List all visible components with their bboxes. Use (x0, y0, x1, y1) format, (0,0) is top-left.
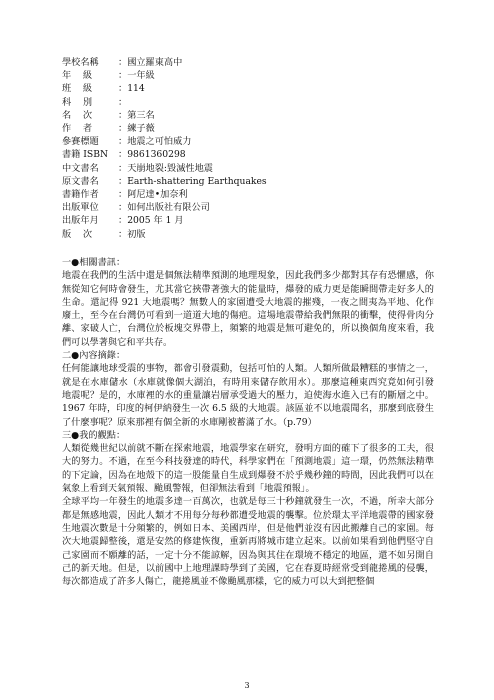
meta-label: 年 級 (62, 70, 93, 82)
section-paragraph: 任何能讓地球受震的事物，都會引發震動，包括可怕的人類。人類所做最糟糕的事情之一，就是在水庫儲水（水庫就像個大湖泊，有時用來儲存飲用水）。那麼這種東西究竟如何引發地震呢？是的，水庫裡的水的重量讓岩層承受過大的壓力，迫使海水進入已有的斷層之中。1967 年時，印度的柯伊納發生一次 6.5 級的大地震。該區並不以地震聞名，那麼到底發生了什麼事呢？原來那裡有個全新的水庫剛被蓄滿了水。（p.79） (62, 363, 434, 428)
meta-label: 書籍 ISBN (62, 149, 109, 161)
meta-row: 書籍 ISBN ： 9861360298 (62, 149, 186, 161)
meta-label: 版 次 (62, 228, 93, 240)
meta-row: 書籍作者 ： 阿尼達•加奈利 (62, 189, 188, 201)
meta-value: 114 (127, 83, 145, 95)
meta-row: 出版年月 ： 2005 年 1 月 (62, 215, 184, 227)
meta-label: 中文書名 (62, 162, 99, 174)
meta-label: 參賽標題 (62, 136, 99, 148)
meta-label: 班 級 (62, 83, 93, 95)
meta-value: 阿尼達•加奈利 (127, 189, 188, 201)
meta-row: 原文書名 ： Earth-shattering Earthquakes (62, 175, 267, 187)
essay-body (62, 256, 434, 588)
meta-value: Earth-shattering Earthquakes (127, 175, 267, 187)
meta-value: 第三名 (127, 109, 155, 121)
meta-row: 班 級 ： 114 (62, 83, 145, 95)
meta-value: 初版 (127, 228, 146, 240)
section-paragraph: 人類從幾世紀以前就不斷在探索地震，地震學家在研究，發明方面的確下了很多的工夫，很大的努力。不過，在至今科技發達的時代，科學家們在「預測地震」這一環，仍然無法精準的下定論，因為在地殼下的這一股能量自生成到爆發不於乎幾秒鐘的時間，因此我們可以在氣象上看到天氣預報、颱風警報，但卻無法看到「地震預報」。 (62, 443, 434, 495)
meta-row: 參賽標題 ： 地震之可怕威力 (62, 136, 192, 148)
meta-label: 作 者 (62, 123, 93, 135)
meta-value: 天崩地裂:毀滅性地震 (127, 162, 213, 174)
meta-value: 國立羅東高中 (127, 57, 183, 68)
meta-label: 學校名稱 (62, 57, 99, 68)
meta-row: 作 者 ： 練子薇 (62, 123, 155, 135)
section-paragraph: 全球平均一年發生的地震多達一百萬次，也就是每三十秒鐘就發生一次，不過，所幸大部分都是無感地震，因此人類才不用每分每秒都遭受地震的襲擊。位於環太平洋地震帶的國家發生地震次數是十分頻繁的，例如日本、美國西岸，但是他們並沒有因此搬離自己的家園。每次大地震歸整後，還是安然的修建恢復，重新再將城市建立起來。以前如果看到他們堅守自己家園而不願離的話，一定十分不能諒解，因為與其住在環境不穩定的地區，還不如另開自己的新天地。但是，以前國中上地理課時學到了美國，它在春夏時經常受到龍捲風的侵襲，每次都造成了許多人傷亡，龍捲風並不像颱風那樣，它的威力可以大到把整個 (62, 496, 434, 588)
meta-row: 出版單位 ： 如何出版社有限公司 (62, 202, 210, 214)
meta-row: 年 級 ： 一年級 (62, 70, 155, 82)
meta-value: 地震之可怕威力 (127, 136, 192, 148)
section-paragraph: 地震在我們的生活中還是個無法精準預測的地理現象，因此我們多少都對其存有恐懼感，你無從知它何時會發生，尤其當它挾帶著強大的能量時，爆發的威力更是能瞬間帶走好多人的生命。還記得 921 大地震嗎？無數人的家園遭受大地震的摧殘，一夜之間夷為平地、化作廢土，至今在台灣仍可看到一道道大地的傷疤。這場地震帶給我們無限的衝擊，使得骨肉分離、家破人亡，台灣位於板塊交界帶上，頻繁的地震是無可避免的，所以換個角度來看，我們可以學著與它和平共存。 (62, 270, 434, 348)
section-heading-viewpoint: 三●我的觀點： (62, 429, 126, 441)
metadata-block (62, 56, 267, 241)
meta-value: 練子薇 (127, 123, 155, 135)
meta-label: 書籍作者 (62, 189, 99, 201)
meta-value: 9861360298 (127, 149, 186, 161)
meta-row: 科 別 ： (62, 96, 128, 108)
meta-label: 出版年月 (62, 215, 99, 227)
meta-value: 一年級 (127, 70, 155, 82)
meta-row: 版 次 ： 初版 (62, 228, 146, 240)
section-heading-excerpt: 二●內容摘錄： (62, 350, 126, 362)
meta-value: 2005 年 1 月 (127, 215, 184, 227)
meta-value: 如何出版社有限公司 (127, 202, 210, 214)
section-heading-related-info: 一●相關書訊： (62, 257, 126, 268)
meta-label: 出版單位 (62, 202, 99, 214)
meta-label: 科 別 (62, 96, 93, 108)
meta-label: 名 次 (62, 109, 93, 121)
meta-label: 原文書名 (62, 175, 99, 187)
meta-row: 名 次 ： 第三名 (62, 109, 155, 121)
meta-row: 學校名稱 ： 國立羅東高中 (62, 57, 183, 68)
meta-row: 中文書名 ： 天崩地裂:毀滅性地震 (62, 162, 213, 174)
page-number: 3 (244, 681, 250, 690)
